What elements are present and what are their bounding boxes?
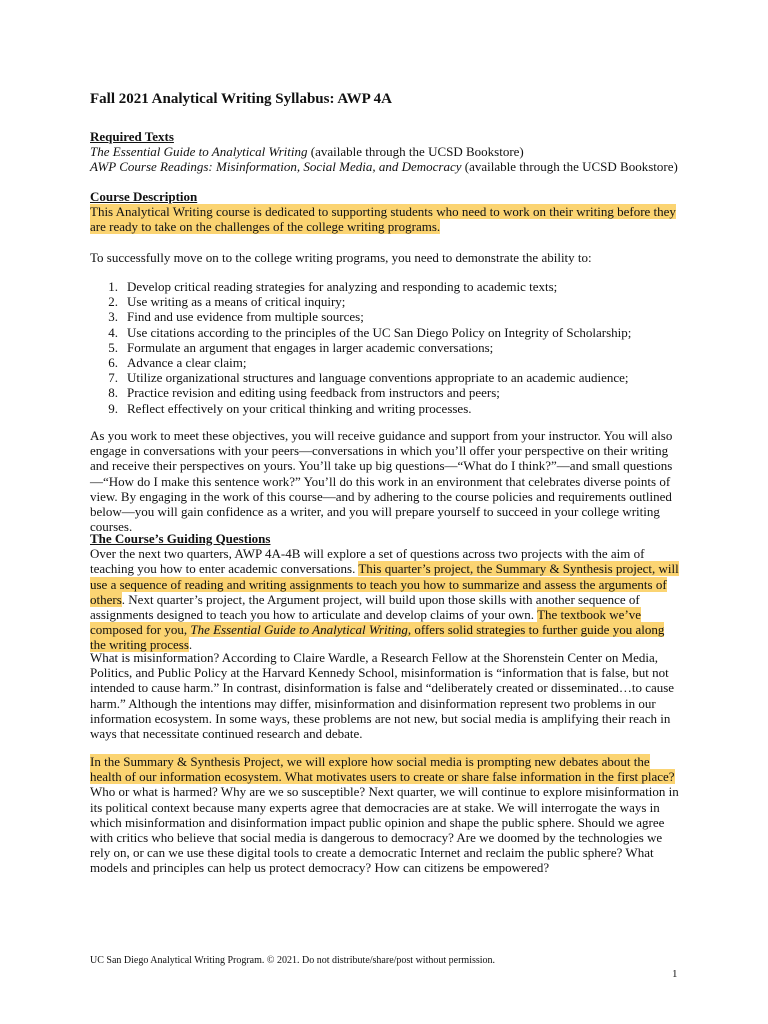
book2-note: (available through the UCSD Bookstore) xyxy=(461,159,678,175)
guiding-questions-section xyxy=(90,531,680,653)
highlighted-text: In the Summary & Synthesis Project, we will explore how social media is prompting new debates about the health of our information ecosystem. What motivates users to create or share false information in the first place? xyxy=(90,754,675,785)
misinformation-paragraph: What is misinformation? According to Claire Wardle, a Research Fellow at the Shorenstein Center on Media, Politics, and Public Policy at the Harvard Kennedy School, misinformation is “information that is false, but not intended to cause harm.” In contrast, disinformation is false and “deliberately created or disseminated…to cause harm.” Although the intentions may differ, misinformation and disinformation represent two problems in our information ecosystem. In some ways, these problems are not new, but social media is amplifying their reach in ways that necessitate continued research and debate. xyxy=(90,650,675,742)
objectives-paragraph: As you work to meet these objectives, you will receive guidance and support from your instructor. You will also engage in conversations with your peers—conversations in which you’ll offer your perspective on their writing and receive their perspectives on yours. You’ll take up big questions—“What do I think?”—and small questions—“How do I make this sentence work?” You’ll do this work in an environment that celebrates diverse points of view. By engaging in the work of this course—and by adhering to the course policies and requirements outlined below—you will gain confidence as a writer, and you will prepare yourself to succeed in your college writing courses. xyxy=(90,428,673,535)
required-texts-heading: Required Texts xyxy=(90,129,174,144)
objectives-list xyxy=(90,279,680,416)
book1-note: (available through the UCSD Bookstore) xyxy=(307,144,524,160)
list-item: 2. Use writing as a means of critical inquiry; xyxy=(108,294,346,310)
required-text-1 xyxy=(90,144,680,159)
highlighted-description: This Analytical Writing course is dedicated to supporting students who need to work on their writing before they are ready to take on the challenges of the college writing programs. xyxy=(90,204,676,235)
list-item: 3. Find and use evidence from multiple sources; xyxy=(108,309,364,325)
required-text-2 xyxy=(90,159,680,174)
page-footer: UC San Diego Analytical Writing Program. © 2021. Do not distribute/share/post without permission. xyxy=(90,955,496,966)
list-item: 6. Advance a clear claim; xyxy=(108,355,247,371)
list-item: 1. Develop critical reading strategies for analyzing and responding to academic texts; xyxy=(108,279,558,294)
highlighted-text: This quarter’s project, the Summary & Synthesis project, will use a sequence of reading and writing assignments to teach you how to summarize and assess the arguments of others xyxy=(90,561,679,607)
list-item: 8. Practice revision and editing using feedback from instructors and peers; xyxy=(108,385,500,401)
course-intro: To successfully move on to the college writing programs, you need to demonstrate the ability to: xyxy=(90,250,592,265)
list-item: 9. Reflect effectively on your critical thinking and writing processes. xyxy=(108,400,472,416)
textbook-title: The Essential Guide to Analytical Writing xyxy=(190,622,408,638)
list-item: 4. Use citations according to the principles of the UC San Diego Policy on Integrity of Scholarship; xyxy=(108,324,632,340)
list-item: 5. Formulate an argument that engages in larger academic conversations; xyxy=(108,339,494,355)
required-texts-section xyxy=(90,129,680,175)
page-number: 1 xyxy=(672,968,678,980)
guiding-questions-paragraph-1: Over the next two quarters, AWP 4A-4B will explore a set of questions across two projects with the aim of teaching you how to enter academic conversations. This quarter’s project, the Summary & Synthesis project, will use a sequence of reading and writing assignments to teach you how to summarize and assess the arguments of others. Next quarter’s project, the Argument project, will build upon those skills with another sequence of assignments designed to teach you how to articulate and develop claims of your own. The textbook we’ve composed for you, The Essential Guide to Analytical Writing, offers solid strategies to further guide you along the writing process. xyxy=(90,546,679,653)
book2-title: AWP Course Readings: Misinformation, Social Media, and Democracy xyxy=(90,159,462,175)
course-description-heading: Course Description xyxy=(90,189,198,204)
course-description-text xyxy=(90,204,680,234)
document-title: Fall 2021 Analytical Writing Syllabus: AWP 4A xyxy=(90,91,392,107)
summary-synthesis-paragraph: In the Summary & Synthesis Project, we will explore how social media is prompting new debates about the health of our information ecosystem. What motivates users to create or share false information in the first place? Who or what is harmed? Why are we so susceptible? Next quarter, we will continue to explore misinformation in its political context because many experts agree that democracies are at stake. We will interrogate the ways in which misinformation and disinformation impact public opinion and shape the public sphere. Should we agree with critics who believe that social media is dangerous to democracy? Are we doomed by the technologies we rely on, or can we use these digital tools to create a democratic Internet and reclaim the public sphere? What models and principles can help us protect democracy? How can citizens be empowered? xyxy=(90,754,679,876)
course-description-section xyxy=(90,189,680,235)
book1-title: The Essential Guide to Analytical Writing xyxy=(90,144,308,160)
guiding-questions-heading: The Course’s Guiding Questions xyxy=(90,531,271,546)
list-item: 7. Utilize organizational structures and language conventions appropriate to an academic audience; xyxy=(108,370,629,386)
highlighted-text: The textbook we’ve composed for you, The Essential Guide to Analytical Writing, offers solid strategies to further guide you along the writing process xyxy=(90,607,665,653)
